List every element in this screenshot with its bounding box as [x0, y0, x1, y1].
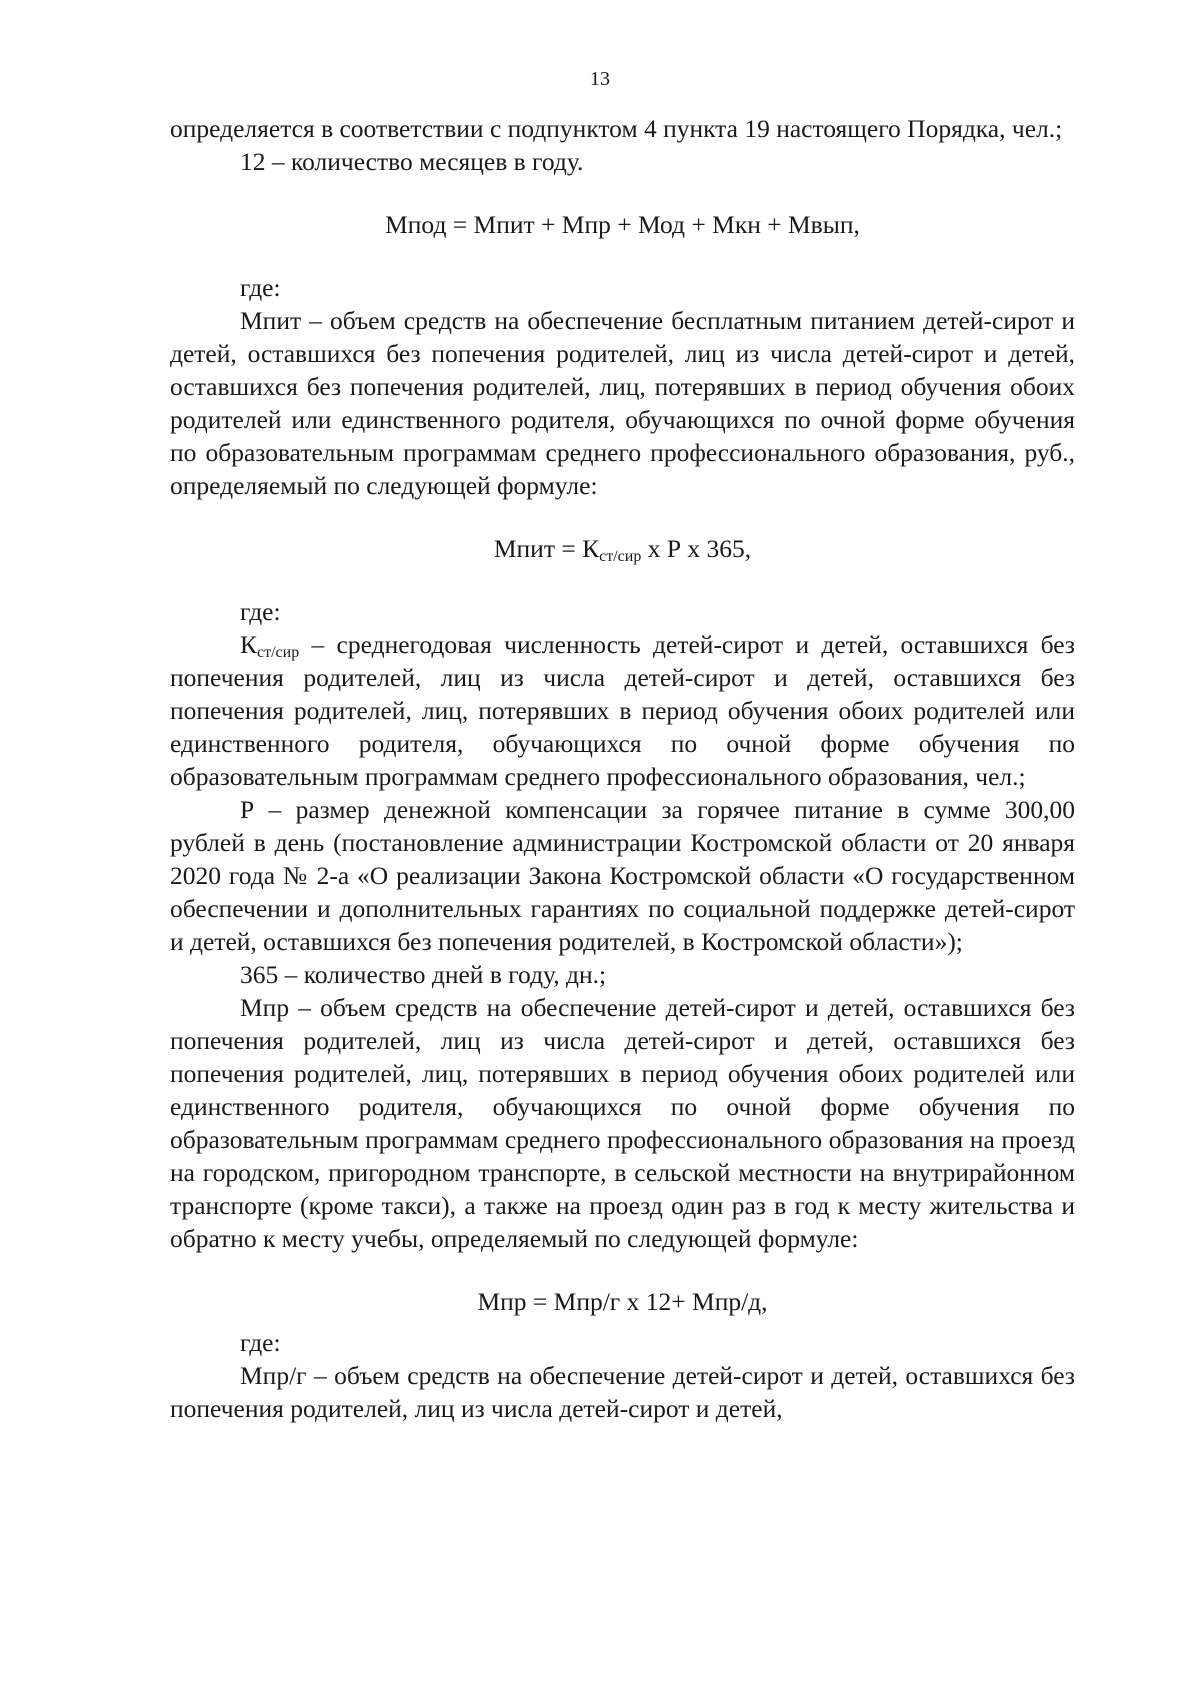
- paragraph-kst: [170, 628, 1075, 793]
- where-label: где:: [240, 597, 281, 626]
- paragraph-r: Р – размер денежной компенсации за горячее питание в сумме 300,00 рублей в день (постановление администрации Костромской области от 20 января 2020 года № 2-а «О реализации Закона Костромской области «О государственном обеспечении и дополнительных гарантиях по социальной поддержке детей-сирот и детей, оставшихся без попечения родителей, в Костромской области»);: [170, 795, 1075, 956]
- formula-mpit-left: Мпит = К: [493, 534, 600, 563]
- where-label: где:: [240, 1328, 281, 1357]
- formula-mpod: Мпод = Мпит + Мпр + Мод + Мкн + Мвып,: [385, 210, 860, 239]
- paragraph-mpit: Мпит – объем средств на обеспечение бесплатным питанием детей-сирот и детей, оставшихся без попечения родителей, лиц из числа детей-сирот и детей, оставшихся без попечения родителей, лиц, потерявших в период обучения обоих родителей или единственного родителя, обучающихся по очной форме обучения по образовательным программам среднего профессионального образования, руб., определяемый по следующей формуле:: [170, 306, 1075, 500]
- where-label: где:: [240, 273, 281, 302]
- kst-subscript: ст/сир: [257, 644, 300, 661]
- paragraph-mpr: Мпр – объем средств на обеспечение детей-сирот и детей, оставшихся без попечения родителей, лиц из числа детей-сирот и детей, оставшихся без попечения родителей, лиц, потерявших в период обучения обоих родителей или единственного родителя, обучающихся по очной форме обучения по образовательным программам среднего профессионального образования на проезд на городском, пригородном транспорте, в сельской местности на внутрирайонном транспорте (кроме такси), а также на проезд один раз в год к месту жительства и обратно к месту учебы, определяемый по следующей формуле:: [170, 993, 1075, 1253]
- formula-mpit-subscript: ст/сир: [599, 548, 642, 565]
- document-body: [170, 112, 1075, 1425]
- paragraph-365: 365 – количество дней в году, дн.;: [240, 960, 607, 989]
- page-number: 13: [590, 68, 610, 90]
- paragraph-mprg: Мпр/г – объем средств на обеспечение детей-сирот и детей, оставшихся без попечения родителей, лиц из числа детей-сирот и детей,: [170, 1361, 1075, 1423]
- formula-mpit: [170, 532, 1075, 565]
- paragraph-months: 12 – количество месяцев в году.: [240, 147, 584, 176]
- formula-mpit-right: х Р х 365,: [641, 534, 752, 563]
- paragraph-continuation: определяется в соответствии с подпунктом 4 пункта 19 настоящего Порядка, чел.;: [170, 114, 1063, 143]
- kst-symbol: К: [240, 630, 258, 659]
- formula-mpr: Мпр = Мпр/г х 12+ Мпр/д,: [477, 1287, 768, 1316]
- kst-definition: – среднегодовая численность детей-сирот и детей, оставшихся без попечения родителей, лиц из числа детей-сирот и детей, оставшихся без попечения родителей, лиц, потерявших в период обучения обоих родителей или единственного родителя, обучающихся по очной форме обучения по образовательным программам среднего профессионального образования, чел.;: [170, 630, 1075, 791]
